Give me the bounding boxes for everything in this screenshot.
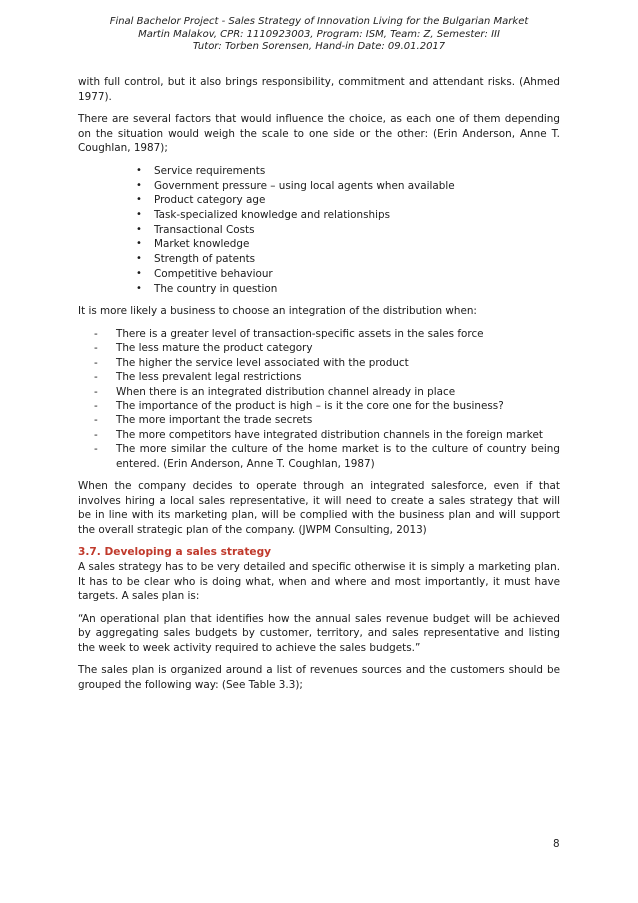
page-header xyxy=(0,16,638,54)
header-author-info: Martin Malakov, CPR: 1110923003, Program: ISM, Team: Z, Semester: III xyxy=(138,28,500,40)
header-project-title: Final Bachelor Project - Sales Strategy of Innovation Living for the Bulgarian Market xyxy=(109,16,529,27)
list-item: • Task-specialized knowledge and relationships xyxy=(136,208,560,223)
paragraph-integration-intro: It is more likely a business to choose an integration of the distribution when: xyxy=(78,305,477,318)
list-item: - When there is an integrated distribution channel already in place xyxy=(94,385,560,399)
list-item: • Government pressure – using local agents when available xyxy=(136,179,560,194)
header-tutor-info: Tutor: Torben Sorensen, Hand-in Date: 09.01.2017 xyxy=(192,41,446,52)
page-number: 8 xyxy=(553,838,560,850)
paragraph-factors-intro: There are several factors that would influence the choice, as each one of them depending on the situation would weigh the scale to one side or the other: (Erin Anderson, Anne T. Coughlan, 1987); xyxy=(78,113,560,155)
list-item: • Competitive behaviour xyxy=(136,267,560,282)
list-item: • Service requirements xyxy=(136,164,560,179)
list-item: • Transactional Costs xyxy=(136,223,560,238)
section-heading: 3.7. Developing a sales strategy xyxy=(78,546,272,559)
list-item: - The less mature the product category xyxy=(94,341,560,355)
page-body xyxy=(78,75,560,701)
paragraph-sales-strategy: A sales strategy has to be very detailed and specific otherwise it is simply a marketing plan. It has to be clear who is doing what, when and where and most importantly, it must have targets. A sales plan is: xyxy=(78,560,560,603)
list-item: • Market knowledge xyxy=(136,237,560,252)
list-item: • The country in question xyxy=(136,282,560,297)
list-item: • Product category age xyxy=(136,193,560,208)
conditions-dash-list xyxy=(78,327,560,471)
paragraph-quote: “An operational plan that identifies how the annual sales revenue budget will be achieved by aggregating sales budgets by customer, territory, and sales representative and listing the week to week activity required to achieve the sales budgets.” xyxy=(78,612,560,654)
list-item: - The more important the trade secrets xyxy=(94,413,560,427)
factors-bullet-list xyxy=(78,164,560,296)
paragraph-sales-plan: The sales plan is organized around a list of revenues sources and the customers should be grouped the following way: (See Table 3.3); xyxy=(78,664,560,692)
list-item: • Strength of patents xyxy=(136,252,560,267)
paragraph-continuation: with full control, but it also brings responsibility, commitment and attendant risks. (Ahmed 1977). xyxy=(78,76,560,103)
list-item: - There is a greater level of transaction-specific assets in the sales force xyxy=(94,327,560,341)
list-item: - The more similar the culture of the home market is to the culture of country being entered. (Erin Anderson, Anne T. Coughlan, 1987) xyxy=(94,442,560,471)
list-item: - The more competitors have integrated distribution channels in the foreign market xyxy=(94,428,560,442)
list-item: - The higher the service level associated with the product xyxy=(94,356,560,370)
list-item: - The importance of the product is high – is it the core one for the business? xyxy=(94,399,560,413)
paragraph-salesforce: When the company decides to operate through an integrated salesforce, even if that involves hiring a local sales representative, it will need to create a sales strategy that will be in line with its marketing plan, will be complied with the business plan and will support the overall strategic plan of the company. (JWPM Consulting, 2013) xyxy=(78,479,560,536)
list-item: - The less prevalent legal restrictions xyxy=(94,370,560,384)
